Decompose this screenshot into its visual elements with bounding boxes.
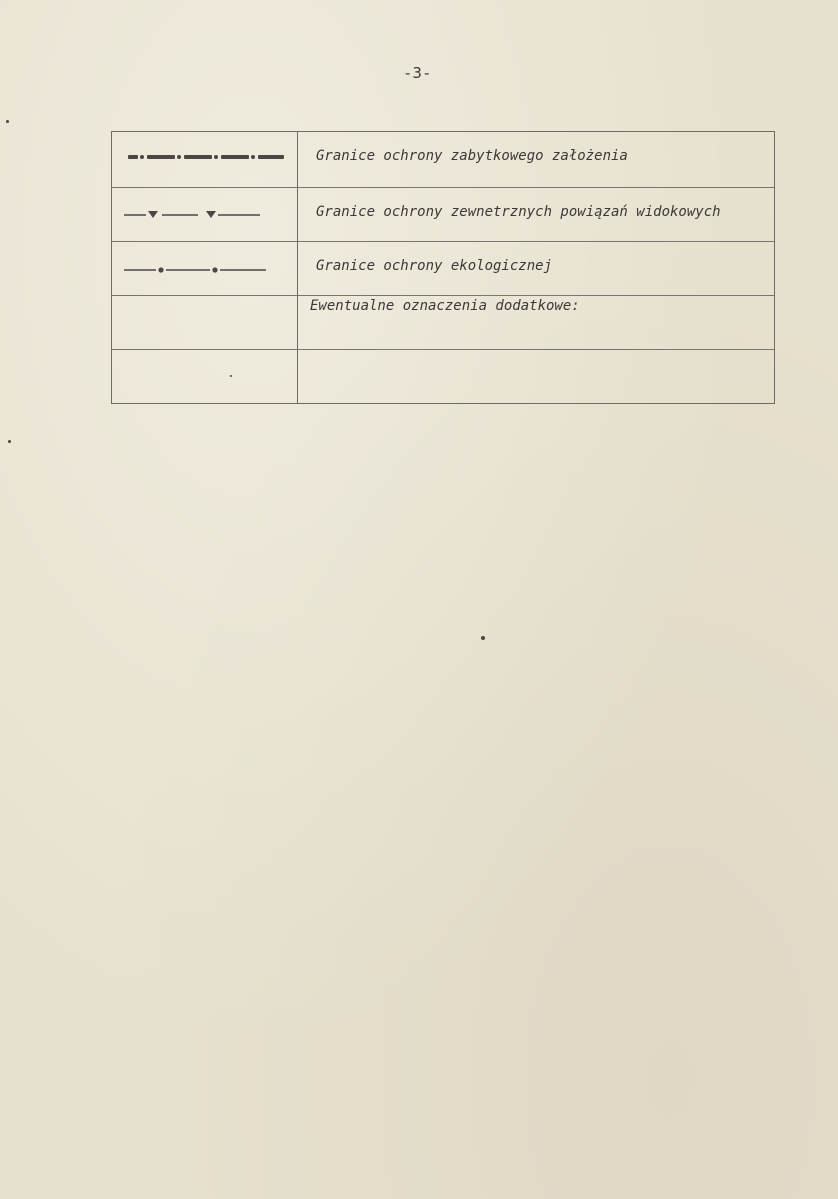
- label-cell: [298, 242, 774, 295]
- line-with-triangles-icon: [112, 188, 298, 242]
- label-cell: [298, 296, 774, 349]
- label-cell: [298, 350, 774, 403]
- paper-speck: [230, 375, 232, 377]
- legend-row-ecological: [112, 242, 774, 296]
- symbol-cell: [112, 132, 298, 187]
- dash-dot-bar-line-icon: [112, 132, 298, 188]
- legend-table: [111, 131, 775, 404]
- legend-label-ecological: Granice ochrony ekologicznej: [316, 258, 553, 274]
- symbol-cell: [112, 296, 298, 349]
- symbol-cell: [112, 188, 298, 241]
- legend-row-empty: [112, 350, 774, 403]
- legend-label-viewpoints: Granice ochrony zewnetrznych powiązań widokowych: [316, 204, 721, 220]
- label-cell: [298, 132, 774, 187]
- paper-speck: [481, 636, 485, 640]
- legend-row-additional: [112, 296, 774, 350]
- paper-speck: [8, 440, 11, 443]
- legend-label-additional: Ewentualne oznaczenia dodatkowe:: [310, 298, 580, 314]
- legend-row-monument: [112, 132, 774, 188]
- legend-row-viewpoints: [112, 188, 774, 242]
- page-number: -3-: [405, 64, 432, 82]
- line-with-dots-icon: [112, 242, 298, 296]
- paper-speck: [6, 120, 9, 123]
- legend-label-monument: Granice ochrony zabytkowego założenia: [316, 148, 628, 164]
- symbol-cell: [112, 350, 298, 403]
- symbol-cell: [112, 242, 298, 295]
- label-cell: [298, 188, 774, 241]
